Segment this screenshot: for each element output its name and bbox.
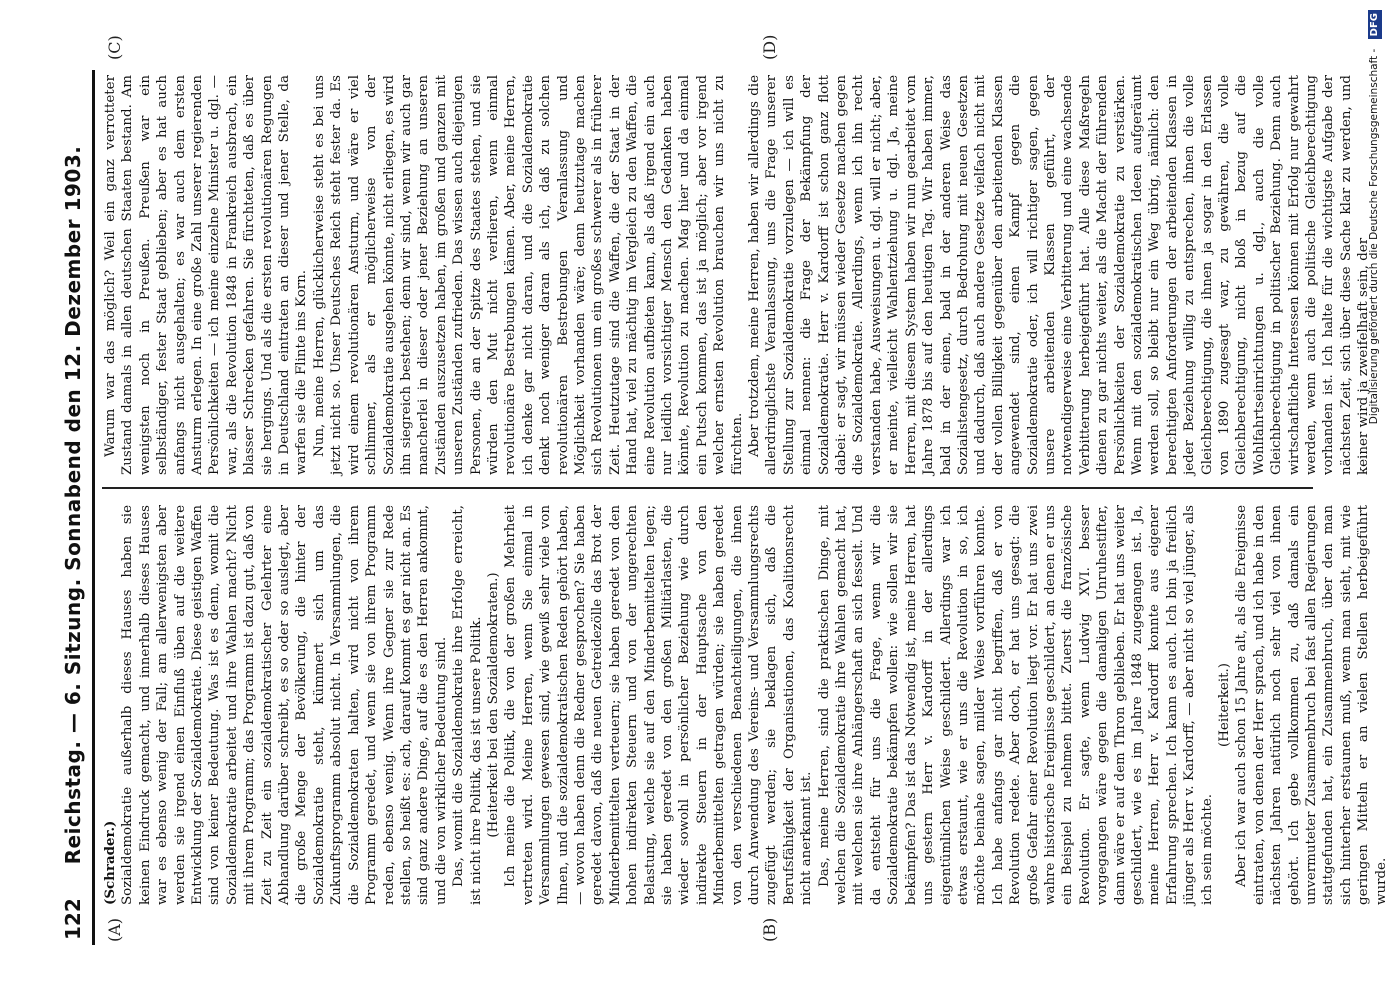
margin-marker-c: (C) [105,35,124,60]
right-column [102,75,1372,475]
credit-text [1365,10,1383,990]
right-paragraph-2: Nun, meine Herren, glücklicherweise steht es bei uns jetzt nicht so. Unser Deutsches Reich steht fester da. Es wird einem revolutionären Ansturm, und wäre er viel schlimmer, als er möglicherweise von der Sozialdemokratie ausgehen könnte, nicht erliegen, es wird ihn siegreich bestehen; denn wir sind, wenn wir auch gar mancherlei in dieser oder jener Beziehung an unseren Zuständen auszusetzen haben, im großen und ganzen mit unseren Zuständen zufrieden. Das wissen auch diejenigen Personen, die an der Spitze des Staates stehen, und sie würden den Mut nicht verlieren, wenn einmal revolutionäre Bestrebungen kämen. Aber, meine Herren, ich denke gar nicht daran, und die Sozialdemokratie denkt noch weniger daran als ich, daß zu solchen revolutionären Bestrebungen Veranlassung und Möglichkeit vorhanden wäre; denn heutzutage machen sich Revolutionen um ein großes schwerer als in früherer Zeit. Heutzutage sind die Waffen, die der Staat in der Hand hat, viel zu mächtig im Vergleich zu den Waffen, die eine Revolution aufbieten kann, als daß irgend ein auch nur leidlich vorsichtiger Mensch den Gedanken haben könnte, Revolution zu machen. Mag hier und da einmal ein Putsch kommen, das ist ja möglich; aber vor irgend welcher ernsten Revolution brauchen wir uns nicht zu fürchten. [311,75,745,475]
credit-label: Digitalisierung gefördert durch die Deutsche Forschungsgemeinschaft - [1368,45,1380,425]
left-interjection-2: (Heiterkeit.) [1217,663,1232,747]
left-interjection-1: (Heiterkeit bei den Sozialdemokraten.) [485,572,501,838]
margin-marker-a: (A) [105,917,124,942]
header-rule [92,70,95,945]
credit-strip [1365,10,1383,990]
margin-marker-d: (D) [760,34,779,60]
left-column [102,505,1389,905]
left-paragraph-1: Sozialdemokratie außerhalb dieses Hauses haben sie keinen Eindruck gemacht, und innerhalb dieses Hauses war es ebenso wenig der Fall; am allerwenigsten aber werden sie irgend einen Einfluß üben auf die weitere Entwicklung der Sozialdemokratie. Diese geistigen Waffen sind von keiner Bedeutung. Was ist es denn, womit die Sozialdemokratie arbeitet und ihre Wahlen macht? Nicht mit ihrem Programm; das Programm ist dazu gut, daß von Zeit zu Zeit ein sozialdemokratischer Gelehrter eine Abhandlung darüber schreibt, es so oder so auslegt, aber die große Menge der Bevölkerung, die hinter der Sozialdemokratie steht, kümmert sich um das Zukunftsprogramm absolut nicht. In Versammlungen, die die Sozialdemokraten halten, wird nicht von ihrem Programm geredet, und wenn sie von ihrem Programm reden, ebenso wenig. Wenn ihre Gegner sie zur Rede stellen, so heißt es: ach, darauf kommt es gar nicht an. Es sind ganz andere Dinge, auf die es den Herren ankommt, und die von wirklicher Bedeutung sind. [120,505,449,905]
left-paragraph-2: Das, womit die Sozialdemokratie ihre Erfolge erreicht, ist nicht ihre Politik, das ist unsere Politik. [451,505,484,905]
page-header [55,70,95,940]
column-divider [102,487,1313,489]
left-paragraph-3: Ich meine die Politik, die von der großen Mehrheit vertreten wird. Meine Herren, wenn Sie einmal in Versammlungen gewesen sind, wie gewiß sehr viele von Ihnen, und die sozialdemokratischen Reden gehört haben, — wovon haben denn die Redner gesprochen? Sie haben geredet davon, daß die neuen Getreidezölle das Brot der Minderbemittelten verteuern; sie haben geredet von den hohen indirekten Steuern und von der ungerechten Belastung, welche sie auf den Minderbemittelten legen; sie haben geredet von den großen Militärlasten, die wieder sowohl in persönlicher Beziehung wie durch indirekte Steuern in der Hauptsache von den Minderbemittelten getragen würden; sie haben geredet von den verschiedenen Benachteiligungen, die ihnen durch Anwendung des Vereins- und Versammlungsrechts zugefügt werden; sie beklagen sich, daß die Berufsfähigkeit der Organisationen, das Koalitionsrecht nicht anerkannt ist. [503,505,815,905]
right-paragraph-1: Warum war das möglich? Weil ein ganz verrotteter Zustand damals in allen deutschen Staaten bestand. Am wenigsten noch in Preußen. Preußen war ein selbständiger, fester Staat geblieben; aber es hat auch anfangs nicht ausgehalten; es war auch dem ersten Ansturm erlegen. In eine große Zahl unserer regierenden Persönlichkeiten — ich meine einzelne Minister u. dgl. — war, als die Revolution 1848 in Frankreich ausbrach, ein blasser Schrecken gefahren. Sie fürchteten, daß es über sie hergings. Und als die ersten revolutionären Regungen in Deutschland eintraten an dieser und jener Stelle, da warfen sie die Flinte ins Korn. [103,75,310,475]
right-paragraph-3: Aber trotzdem, meine Herren, haben wir allerdings die allerdringlichste Veranlassung, uns die Frage unserer Stellung zur Sozialdemokratie vorzulegen — ich will es einmal nennen: die Frage der Bekämpfung der Sozialdemokratie. Herr v. Kardorff ist schon ganz flott dabei: er sagt, wir müssen wieder Gesetze machen gegen die Sozialdemokratie. Allerdings, wenn ich ihn recht verstanden habe, Ausweisungen u. dgl. will er nicht; aber, er meinte, vielleicht Wahlentziehung u. dgl. Ja, meine Herren, mit diesem System haben wir nun gearbeitet vom Jahre 1878 bis auf den heutigen Tag. Wir haben immer, bald in der einen, bald in der anderen Weise das Sozialistengesetz, durch Bedrohung mit neuen Gesetzen und dadurch, daß auch andere Gesetze vielfach nicht mit der vollen Billigkeit gegenüber den arbeitenden Klassen angewendet sind, einen Kampf gegen die Sozialdemokratie oder, ich will richtiger sagen, gegen unsere arbeitenden Klassen geführt, der notwendigerweise eine Verbitterung und eine wachsende Verbitterung herbeigeführt hat. Alle diese Maßregeln dienen zu gar nichts weiter, als die Macht der führenden Persönlichkeiten der Sozialdemokratie zu verstärken. Wenn mit den sozialdemokratischen Ideen aufgeräumt werden soll, so bleibt nur ein Weg übrig, nämlich: den berechtigten Anforderungen der arbeitenden Klassen in jeder Beziehung willig zu entsprechen, ihnen die volle Gleichberechtigung, die ihnen ja sogar in den Erlassen von 1890 zugesagt war, zu gewähren, die volle Gleichberechtigung, nicht bloß in bezug auf die Wohlfahrtseinrichtungen u. dgl., auch die volle Gleichberechtigung in politischer Beziehung. Denn auch wirtschaftliche Interessen können mit Erfolg nur gewahrt werden, wenn auch die politische Gleichberechtigung vorhanden ist. Ich halte für die wichtigste Aufgabe der nächsten Zeit, sich über diese Sache klar zu werden, und keiner wird ja zweifelhaft sein, der [747,75,1372,475]
speaker-label: (Schrader.) [102,820,118,905]
margin-marker-b: (B) [760,917,779,942]
page-title: Reichstag. — 6. Sitzung. Sonnabend den 12. Dezember 1903. [61,145,85,865]
page-number: 122 [61,898,85,940]
left-paragraph-4: Das, meine Herren, sind die praktischen Dinge, mit welchen die Sozialdemokratie ihre Wahlen gemacht hat, mit welchen sie ihre Anhängerschaft an sich fesselt. Und da entsteht für uns die Frage, wenn wir die Sozialdemokratie bekämpfen wollen: wie sollen wir sie bekämpfen? Das ist das Notwendig ist, meine Herren, hat uns gestern Herr v. Kardorff in der allerdings eigentümlichen Weise geschildert. Allerdings war ich etwas erstaunt, wie er uns die Revolution in so, ich möchte beinahe sagen, milder Weise vorführen konnte. Ich habe anfangs gar nicht begriffen, daß er von Revolution redete. Aber doch, er hat uns gesagt: die große Gefahr einer Revolution liegt vor. Er hat uns zwei wahre historische Ereignisse geschildert, an denen er uns ein Beispiel zu nehmen bittet. Zuerst die französische Revolution. Er sagte, wenn Ludwig XVI. besser vorgegangen wäre gegen die damaligen Unruhestifter, dann wäre er auf dem Thron geblieben. Er hat uns weiter geschildert, wie es im Jahre 1848 zugegangen ist. Ja, meine Herren, Herr v. Kardorff konnte aus eigener Erfahrung sprechen. Ich kann es auch. Ich bin ja freilich jünger als Herr v. Kardorff, — aber nicht so viel jünger, als ich sein möchte. [816,505,1215,905]
left-paragraph-5: Aber ich war auch schon 15 Jahre alt, als die Ereignisse eintraten, von denen der Herr sprach, und ich habe in den nächsten Jahren natürlich noch sehr viel von ihnen gehört. Ich gebe vollkommen zu, daß damals ein unvermuteter Zusammenbruch bei fast allen Regierungen stattgefunden hat, ein Zusammenbruch, über den man sich hinterher erstaunen muß, wenn man sieht, mit wie geringen Mitteln er an vielen Stellen herbeigeführt wurde. [1234,505,1389,905]
dfg-logo: DFG [1368,10,1382,39]
